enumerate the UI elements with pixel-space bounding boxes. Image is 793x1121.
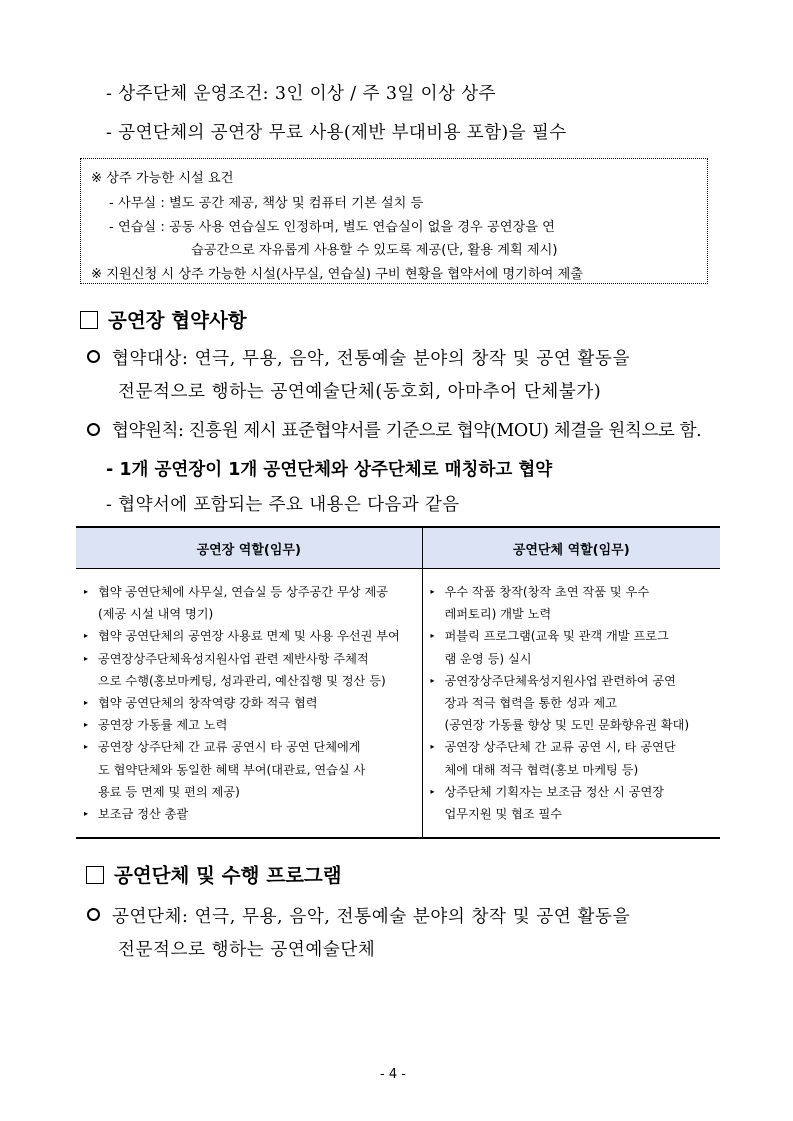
notice-office: - 사무실 : 별도 공간 제공, 책상 및 컴퓨터 기본 설치 등: [109, 196, 424, 211]
list-item: ▸ 공연장 상주단체 간 교류 공연시 타 공연 단체에게 도 협약단체와 동일한 혜택 부여(대관료, 연습실 사 용료 등 면제 및 편의 제공): [82, 736, 418, 803]
triangle-bullet-icon: ▸: [84, 653, 89, 663]
operating-conditions-line: - 상주단체 운영조건: 3인 이상 / 주 3일 이상 상주: [106, 84, 496, 104]
venue-role-cell: [76, 569, 422, 839]
facility-requirements-box: [80, 158, 708, 284]
triangle-bullet-icon: ▸: [430, 742, 435, 752]
list-item: ▸ 협약 공연단체의 창작역량 강화 적극 협력: [82, 692, 418, 714]
triangle-bullet-icon: ▸: [430, 631, 435, 641]
triangle-bullet-icon: ▸: [84, 631, 89, 641]
list-item: ▸ 퍼블릭 프로그램(교육 및 관객 개발 프로그 램 운영 등) 실시: [429, 625, 717, 669]
list-item: ▸ 상주단체 기획자는 보조금 정산 시 공연장 업무지원 및 협조 필수: [429, 781, 717, 825]
notice-footer: ※ 지원신청 시 상주 가능한 시설(사무실, 연습실) 구비 현황을 협약서에 명기하여 제출: [91, 267, 584, 282]
notice-practice-line1: - 연습실 : 공동 사용 연습실도 인정하며, 별도 연습실이 없을 경우 공연장을 연: [109, 220, 555, 235]
matching-rule: - 1개 공연장이 1개 공연단체와 상주단체로 매칭하고 협약: [106, 460, 553, 480]
section-checkbox-icon: [86, 866, 104, 884]
program-troupe-line2: 전문적으로 행하는 공연예술단체: [118, 940, 376, 960]
program-section-title: 공연단체 및 수행 프로그램: [114, 864, 342, 887]
agreement-target-line1: 협약대상: 연극, 무용, 음악, 전통예술 분야의 창작 및 공연 활동을: [112, 349, 631, 369]
troupe-role-cell: [422, 569, 720, 839]
triangle-bullet-icon: ▸: [84, 587, 89, 596]
circle-bullet-icon: [87, 350, 100, 363]
list-item: ▸ 협약 공연단체에 사무실, 연습실 등 상주공간 무상 제공 (제공 시설 내역 명기): [82, 581, 418, 625]
list-item: ▸ 공연장 상주단체 간 교류 공연 시, 타 공연단 체에 대해 적극 협력(홍보 마케팅 등): [429, 736, 717, 780]
notice-header: ※ 상주 가능한 시설 요건: [91, 171, 234, 186]
list-item: ▸ 보조금 정산 총괄: [82, 803, 418, 825]
circle-bullet-icon: [87, 908, 100, 921]
agreement-principle: 협약원칙: 진흥원 제시 표준협약서를 기준으로 협약(MOU) 체결을 원칙으로 함.: [112, 421, 702, 441]
triangle-bullet-icon: ▸: [430, 786, 435, 796]
troupe-role-header: 공연단체 역할(임무): [422, 527, 720, 569]
free-venue-use-line: - 공연단체의 공연장 무료 사용(제반 부대비용 포함)을 필수: [106, 123, 567, 143]
triangle-bullet-icon: ▸: [84, 742, 89, 752]
venue-role-header: 공연장 역할(임무): [76, 527, 422, 569]
page-number: - 4 -: [380, 1067, 406, 1082]
triangle-bullet-icon: ▸: [84, 698, 89, 708]
triangle-bullet-icon: ▸: [84, 720, 89, 730]
triangle-bullet-icon: ▸: [430, 675, 435, 685]
program-troupe-line1: 공연단체: 연극, 무용, 음악, 전통예술 분야의 창작 및 공연 활동을: [112, 907, 631, 927]
list-item: ▸ 협약 공연단체의 공연장 사용료 면제 및 사용 우선권 부여: [82, 625, 418, 647]
list-item: ▸ 공연장 가동률 제고 노력: [82, 714, 418, 736]
circle-bullet-icon: [87, 423, 100, 436]
triangle-bullet-icon: ▸: [84, 809, 89, 819]
agreement-target-line2: 전문적으로 행하는 공연예술단체(동호회, 아마추어 단체불가): [118, 382, 602, 402]
agreement-section-title: 공연장 협약사항: [108, 309, 247, 332]
list-item: ▸ 공연장상주단체육성지원사업 관련하여 공연 장과 적극 협력을 통한 성과 제고 (공연장 가동률 향상 및 도민 문화향유권 확대): [429, 670, 717, 737]
triangle-bullet-icon: ▸: [430, 587, 435, 596]
list-item: ▸ 공연장상주단체육성지원사업 관련 제반사항 주체적 으로 수행(홍보마케팅, 성과관리, 예산집행 및 정산 등): [82, 648, 418, 692]
list-item: ▸ 우수 작품 창작(창작 초연 작품 및 우수 레퍼토리) 개발 노력: [429, 581, 717, 625]
section-checkbox-icon: [80, 311, 98, 329]
roles-table: [76, 526, 720, 839]
agreement-contents-intro: - 협약서에 포함되는 주요 내용은 다음과 같음: [106, 495, 460, 515]
notice-practice-line2: 습공간으로 자유롭게 사용할 수 있도록 제공(단, 활용 계획 제시): [191, 243, 558, 258]
